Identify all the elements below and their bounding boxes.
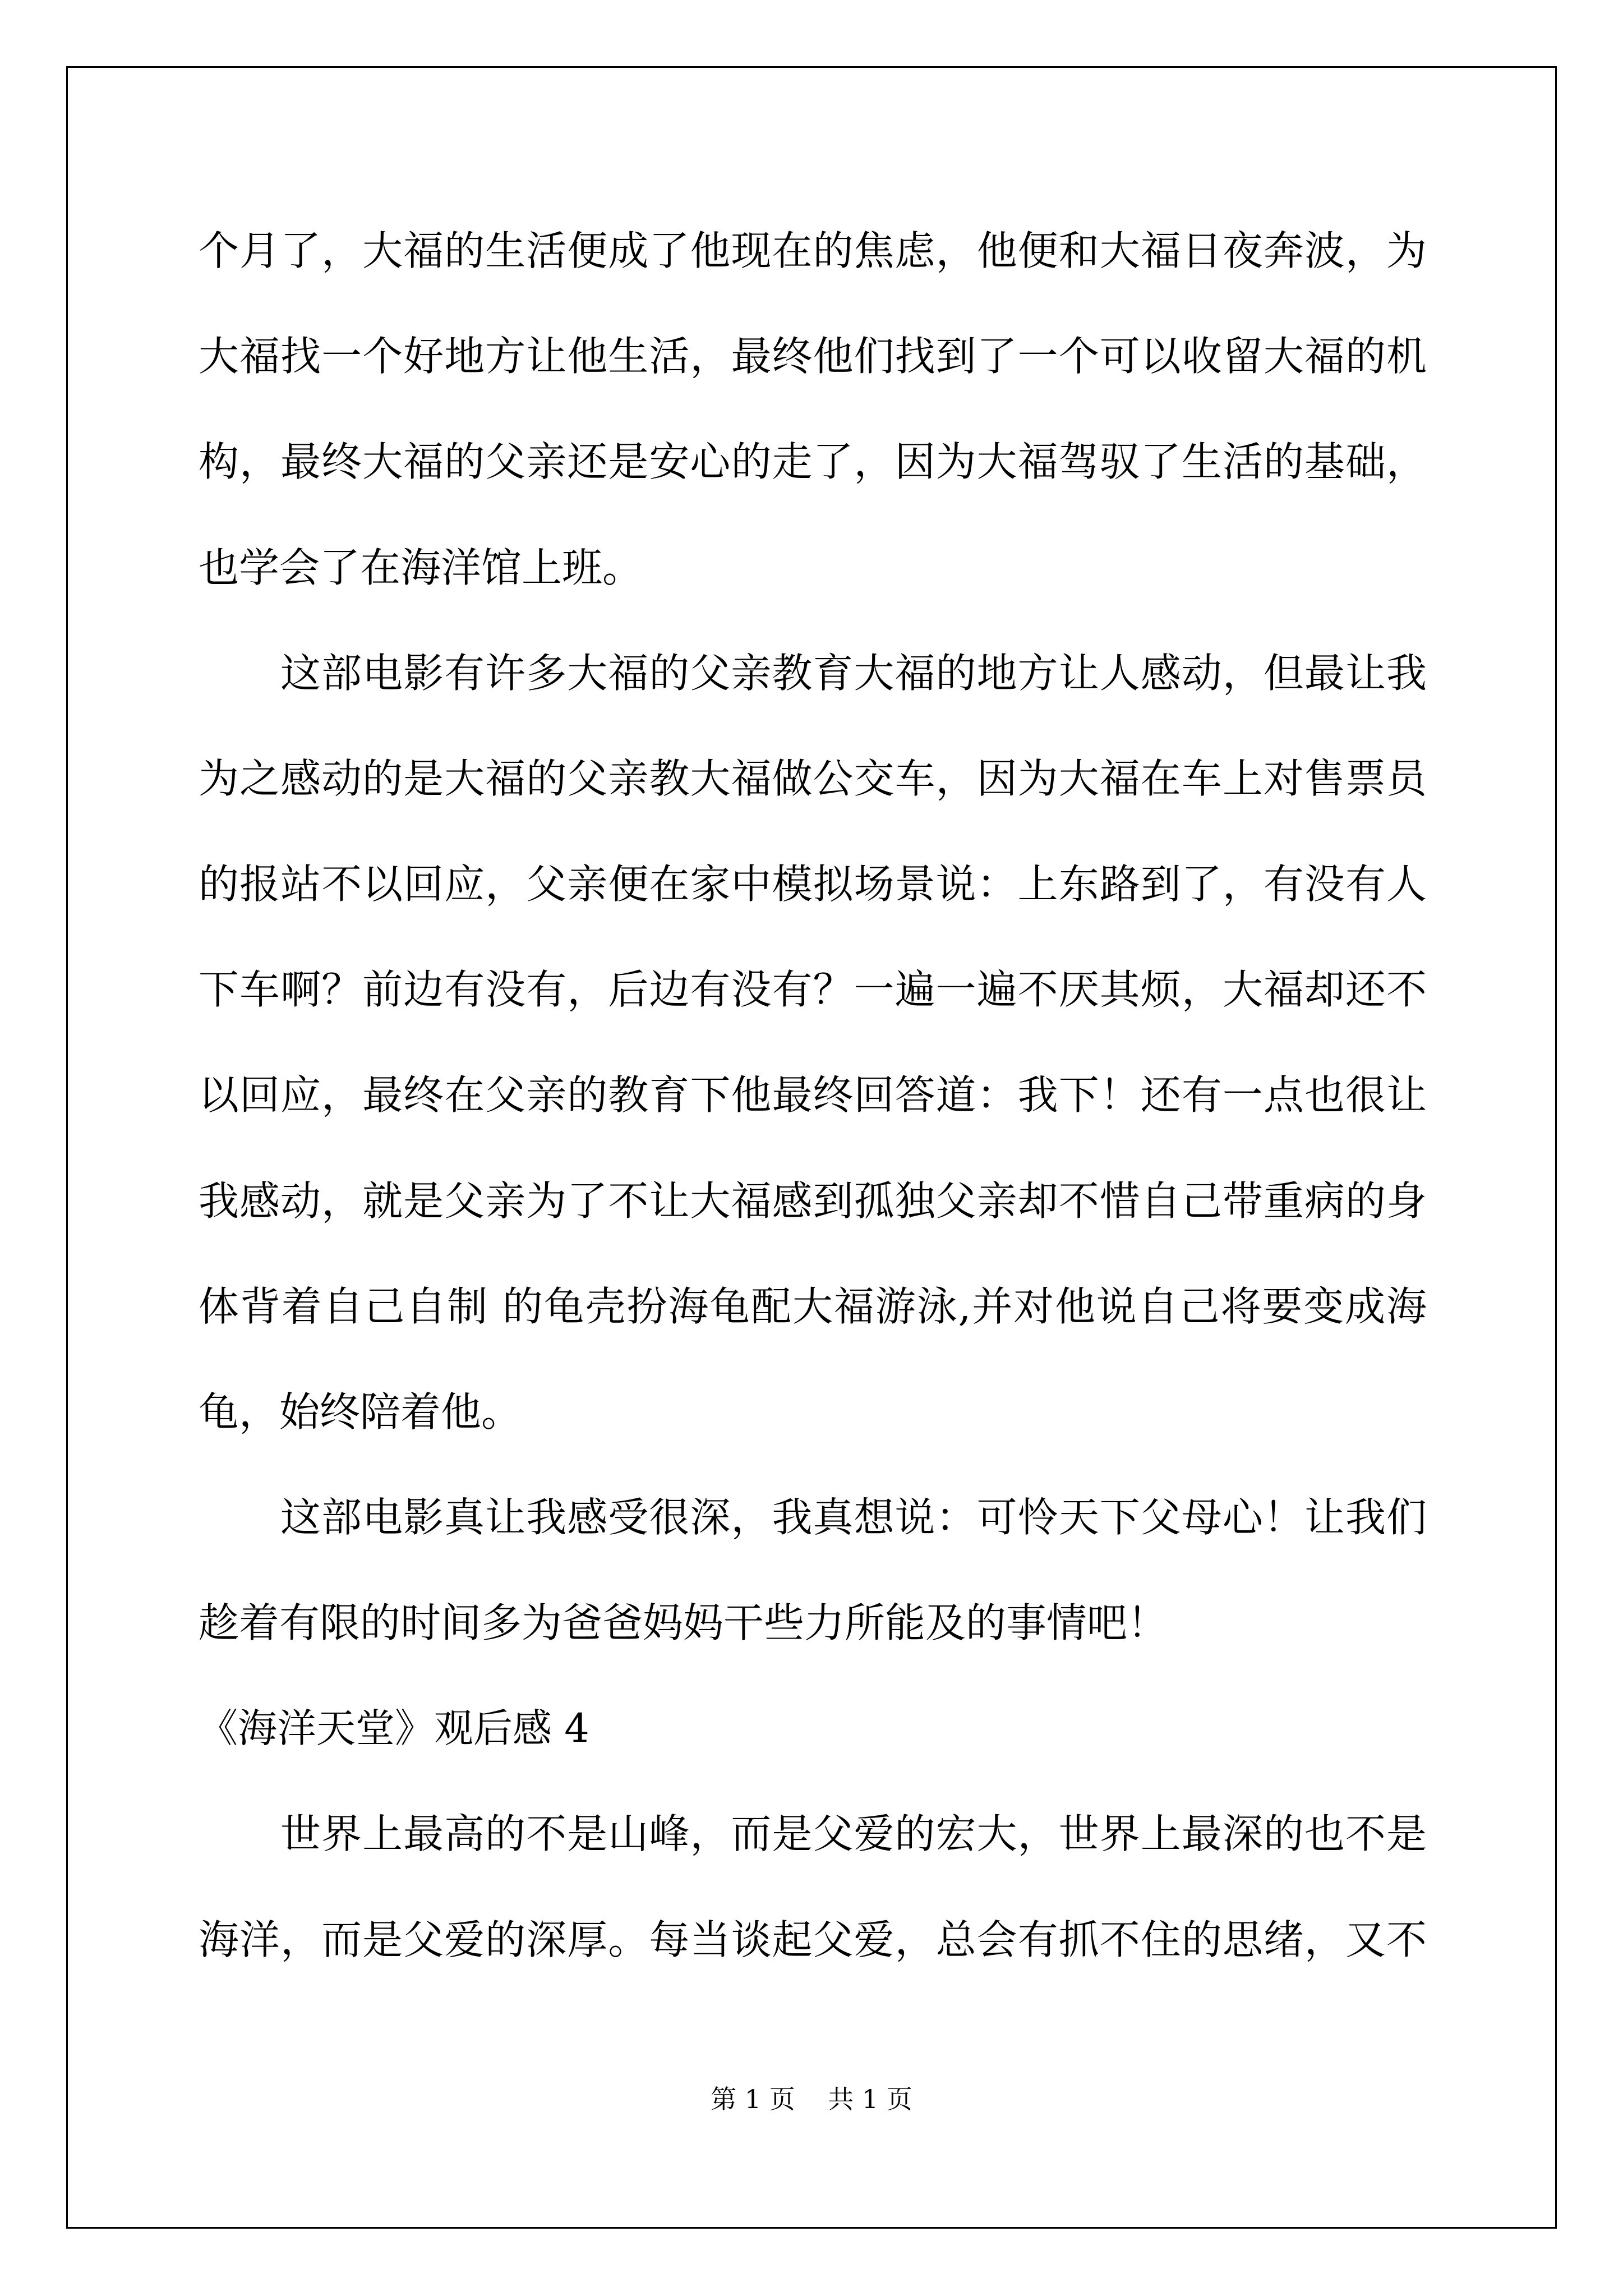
text-line: 个月了，大福的生活便成了他现在的焦虑，他便和大福日夜奔波，为 — [199, 227, 1427, 274]
paragraph-first-line: 世界上最高的不是山峰，而是父爱的宏大，世界上最深的也不是 — [280, 1810, 1427, 1857]
page-footer: 第 1 页 共 1 页 — [711, 2084, 912, 2114]
text-line: 也学会了在海洋馆上班。 — [199, 544, 643, 591]
text-line: 的报站不以回应，父亲便在家中模拟场景说：上东路到了，有没有人 — [199, 861, 1427, 908]
text-line: 体背着自己自制 的龟壳扮海龟配大福游泳,并对他说自己将要变成海 — [199, 1283, 1427, 1330]
text-line: 龟，始终陪着他。 — [199, 1388, 522, 1435]
paragraph-first-line: 这部电影有许多大福的父亲教育大福的地方让人感动，但最让我 — [280, 650, 1427, 697]
section-heading: 《海洋天堂》观后感 4 — [199, 1705, 589, 1751]
text-line: 下车啊？前边有没有，后边有没有？一遍一遍不厌其烦，大福却还不 — [199, 966, 1427, 1013]
text-line: 以回应，最终在父亲的教育下他最终回答道：我下！还有一点也很让 — [199, 1071, 1427, 1119]
paragraph-first-line: 这部电影真让我感受很深，我真想说：可怜天下父母心！让我们 — [280, 1494, 1427, 1541]
text-line: 我感动，就是父亲为了不让大福感到孤独父亲却不惜自己带重病的身 — [199, 1177, 1427, 1225]
text-line: 为之感动的是大福的父亲教大福做公交车，因为大福在车上对售票员 — [199, 755, 1427, 802]
text-line: 构，最终大福的父亲还是安心的走了，因为大福驾驭了生活的基础， — [199, 438, 1427, 485]
text-line: 趁着有限的时间多为爸爸妈妈干些力所能及的事情吧！ — [199, 1599, 1168, 1646]
text-line: 大福找一个好地方让他生活，最终他们找到了一个可以收留大福的机 — [199, 333, 1427, 380]
text-line: 海洋，而是父爱的深厚。每当谈起父爱，总会有抓不住的思绪，又不 — [199, 1916, 1427, 1963]
